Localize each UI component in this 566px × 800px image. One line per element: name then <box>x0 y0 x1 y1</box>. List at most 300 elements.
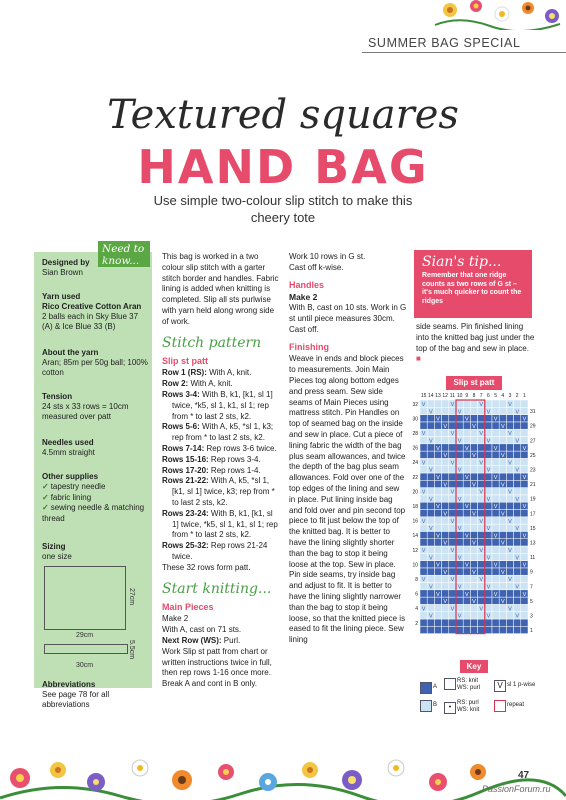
key-rs-purl: RS: purl <box>457 700 479 706</box>
chart-col-label: 3 <box>508 393 512 399</box>
chart-cell <box>442 444 449 451</box>
chart-slip-mark: V <box>493 591 498 598</box>
chart-col-label: 1 <box>523 393 526 399</box>
chart-cell <box>456 604 463 611</box>
chart-cell <box>420 415 427 422</box>
chart-slip-mark: V <box>457 467 462 474</box>
chart-slip-mark: V <box>450 606 455 613</box>
chart-slip-mark: V <box>522 533 527 540</box>
chart-cell <box>442 473 449 480</box>
chart-cell <box>427 415 434 422</box>
chart-col-label: 7 <box>479 393 483 399</box>
chart-cell <box>434 517 441 524</box>
chart-cell <box>478 590 485 597</box>
chart-cell <box>485 539 492 546</box>
chart-slip-mark: V <box>479 431 484 438</box>
cast-on-text: With A, cast on 71 sts. <box>162 625 242 635</box>
chart-cell <box>521 597 528 604</box>
chart-cell <box>485 619 492 626</box>
chart-cell <box>499 553 506 560</box>
chart-cell <box>521 583 528 590</box>
chart-cell <box>506 407 513 414</box>
chart-cell <box>521 488 528 495</box>
chart-cell <box>434 568 441 575</box>
chart-cell <box>449 626 456 633</box>
chart-slip-mark: V <box>486 584 491 591</box>
chart-slip-mark: V <box>522 475 527 481</box>
chart-cell <box>521 604 528 611</box>
chart-slip-mark: V <box>479 402 484 408</box>
chart-row-label: 6 <box>415 591 418 598</box>
chart-cell <box>463 568 470 575</box>
chart-cell <box>434 583 441 590</box>
chart-slip-mark: V <box>450 402 455 408</box>
chart-cell <box>478 444 485 451</box>
chart-cell <box>499 619 506 626</box>
chart-cell <box>478 407 485 414</box>
chart-cell <box>434 546 441 553</box>
chart-cell <box>470 553 477 560</box>
chart-key <box>420 678 544 722</box>
watermark: PassionForum.ru <box>482 784 551 794</box>
chart-cell <box>420 502 427 509</box>
chart-cell <box>521 429 528 436</box>
chart-cell <box>506 466 513 473</box>
chart-cell <box>492 429 499 436</box>
chart-cell <box>463 553 470 560</box>
chart-cell <box>420 524 427 531</box>
chart-cell <box>470 546 477 553</box>
chart-row-label: 19 <box>530 496 536 503</box>
chart-cell <box>470 466 477 473</box>
about-yarn-block <box>42 348 148 378</box>
chart-cell <box>427 575 434 582</box>
chart-cell <box>434 495 441 502</box>
chart-cell <box>442 429 449 436</box>
finishing-continued <box>416 322 536 365</box>
chart-cell <box>420 568 427 575</box>
chart-slip-mark: V <box>472 423 476 430</box>
chart-slip-mark: V <box>508 606 512 613</box>
chart-col-label: 9 <box>465 393 469 399</box>
yarn-brand: Rico Creative Cotton Aran <box>42 302 142 311</box>
about-yarn-value: Aran; 85m per 50g ball; 100% cotton <box>42 358 148 377</box>
chart-row-label: 27 <box>530 438 536 445</box>
key-a-label: A <box>433 684 438 690</box>
chart-cell <box>514 422 521 429</box>
chart-slip-mark: V <box>486 555 491 562</box>
chart-slip-mark: V <box>493 445 498 452</box>
chart-cell <box>434 626 441 633</box>
needles-heading: Needles used <box>42 438 94 447</box>
chart-cell <box>442 488 449 495</box>
chart-cell <box>521 400 528 407</box>
chart-cell <box>470 619 477 626</box>
chart-cell <box>434 575 441 582</box>
chart-cell <box>506 524 513 531</box>
chart-slip-mark: V <box>486 496 491 503</box>
chart-cell <box>427 429 434 436</box>
tip-title: Sian's tip... <box>422 254 502 270</box>
chart-cell <box>492 626 499 633</box>
chart-row-label: 17 <box>530 511 536 518</box>
chart-cell <box>485 400 492 407</box>
chart-slip-mark: V <box>421 518 426 525</box>
chart-cell <box>449 531 456 538</box>
chart-cell <box>514 568 521 575</box>
key-sl-label: sl 1 p-wise <box>507 682 536 688</box>
chart-cell <box>463 583 470 590</box>
chart-cell <box>478 480 485 487</box>
chart-slip-mark: V <box>486 467 491 474</box>
chart-cell <box>434 553 441 560</box>
chart-slip-mark: V <box>486 409 491 416</box>
chart-cell <box>485 590 492 597</box>
list-item: ✓ fabric lining <box>42 492 92 502</box>
chart-row-label: 18 <box>412 504 418 510</box>
chart-cell <box>456 458 463 465</box>
key-repeat-label: repeat <box>507 702 525 708</box>
chart-slip-mark: V <box>443 599 448 606</box>
chart-cell <box>442 437 449 444</box>
chart-slip-mark: V <box>443 540 448 547</box>
key-knit-cell <box>444 678 456 690</box>
chart-slip-mark: V <box>486 526 491 533</box>
chart-slip-mark: V <box>421 460 426 467</box>
chart-cell <box>485 531 492 538</box>
chart-cell <box>442 626 449 633</box>
chart-cell <box>478 415 485 422</box>
chart-slip-mark: V <box>436 533 440 540</box>
chart-row-label: 3 <box>530 613 533 620</box>
chart-slip-mark: V <box>443 569 448 576</box>
chart-cell <box>463 480 470 487</box>
chart-cell <box>514 458 521 465</box>
chart-cell <box>427 400 434 407</box>
chart-cell <box>456 502 463 509</box>
chart-slip-mark: V <box>428 555 433 562</box>
title-script: Textured squares <box>107 92 459 138</box>
chart-slip-mark: V <box>479 577 484 584</box>
bag-height-label: 27cm <box>128 588 135 606</box>
chart-cell <box>521 422 528 429</box>
chart-row-label: 1 <box>530 628 533 635</box>
chart-cell <box>456 400 463 407</box>
about-yarn-heading: About the yarn <box>42 348 99 357</box>
chart-cell <box>521 510 528 517</box>
chart-slip-mark: V <box>443 482 448 489</box>
end-mark: ■ <box>416 354 421 364</box>
chart-cell <box>449 539 456 546</box>
chart-cell <box>463 597 470 604</box>
chart-cell <box>485 451 492 458</box>
check-icon: ✓ <box>42 503 49 512</box>
work-text: Work Slip st patt from chart or written instructions twice in full, then rep rows 1-16 once more. Break A and cont in B only. <box>162 646 272 689</box>
chart-slip-mark: V <box>500 599 505 606</box>
chart-cell <box>492 539 499 546</box>
chart-cell <box>420 539 427 546</box>
chart-slip-mark: V <box>522 591 527 598</box>
chart-cell <box>499 502 506 509</box>
chart-cell <box>449 568 456 575</box>
chart-cell <box>492 553 499 560</box>
chart-col-label: 6 <box>487 393 490 399</box>
chart-slip-mark: V <box>472 569 476 576</box>
chart-cell <box>521 553 528 560</box>
tip-box <box>414 250 532 318</box>
chart-cell <box>463 517 470 524</box>
chart-cell <box>456 561 463 568</box>
chart-cell <box>506 444 513 451</box>
check-icon: ✓ <box>42 482 49 491</box>
chart-cell <box>449 444 456 451</box>
column-instructions-2 <box>289 252 407 646</box>
chart-cell <box>485 444 492 451</box>
chart-cell <box>442 407 449 414</box>
chart-cell <box>456 444 463 451</box>
chart-cell <box>478 524 485 531</box>
chart-cell <box>463 575 470 582</box>
chart-cell <box>506 619 513 626</box>
chart-cell <box>514 561 521 568</box>
chart-cell <box>427 546 434 553</box>
chart-cell <box>463 451 470 458</box>
chart-cell <box>485 458 492 465</box>
chart-row-label: 15 <box>530 525 536 532</box>
chart-row-label: 16 <box>412 518 418 525</box>
chart-slip-mark: V <box>486 613 491 620</box>
chart-cell <box>478 583 485 590</box>
yarn-used-heading: Yarn used <box>42 292 81 301</box>
chart-cell <box>499 429 506 436</box>
chart-col-label: 2 <box>515 393 519 399</box>
key-b-label: B <box>433 702 438 708</box>
chart-cell <box>434 612 441 619</box>
chart-slip-mark: V <box>508 460 512 467</box>
chart-cell <box>427 510 434 517</box>
chart-slip-mark: V <box>443 423 448 430</box>
chart-cell <box>499 590 506 597</box>
chart-cell <box>492 524 499 531</box>
chart-title-badge: Slip st patt <box>446 376 502 390</box>
chart-cell <box>485 626 492 633</box>
chart-cell <box>492 517 499 524</box>
chart-cell <box>521 495 528 502</box>
chart-slip-mark: V <box>464 562 469 569</box>
chart-cell <box>521 480 528 487</box>
chart-slip-mark: V <box>472 540 476 547</box>
chart-cell <box>499 466 506 473</box>
chart-cell <box>485 604 492 611</box>
chart-cell <box>492 400 499 407</box>
chart-cell <box>514 539 521 546</box>
chart-cell <box>506 531 513 538</box>
needles-block <box>42 438 148 458</box>
chart-cell <box>442 575 449 582</box>
cast-off-2: Cast off. <box>289 324 319 334</box>
chart-cell <box>456 531 463 538</box>
chart-cell <box>478 612 485 619</box>
chart-cell <box>485 510 492 517</box>
chart-cell <box>514 488 521 495</box>
pattern-row: Rows 5-6: With A, k5, *sl 1, k3; rep from * to last 2 sts, k2. <box>162 422 274 443</box>
chart-cell <box>470 604 477 611</box>
chart-cell <box>420 422 427 429</box>
pattern-row: Rows 7-14: Rep rows 3-6 twice. <box>162 443 277 453</box>
chart-cell <box>449 612 456 619</box>
chart-slip-mark: V <box>493 533 498 540</box>
section-label: SUMMER BAG SPECIAL <box>368 36 521 50</box>
chart-cell <box>442 495 449 502</box>
rows-total-text: These 32 rows form patt. <box>162 562 251 572</box>
chart-cell <box>492 488 499 495</box>
pattern-row: Rows 21-22: With A, k5, *sl 1, [k1, sl 1] twice, k3; rep from * to last 2 sts, k2. <box>162 476 275 507</box>
chart-cell <box>506 510 513 517</box>
chart-cell <box>442 612 449 619</box>
chart-cell <box>499 546 506 553</box>
chart-cell <box>434 407 441 414</box>
chart-cell <box>492 451 499 458</box>
key-rs-knit: RS: knit <box>457 678 479 684</box>
chart-cell <box>470 561 477 568</box>
column-instructions-1 <box>162 252 280 690</box>
chart-cell <box>499 575 506 582</box>
chart-cell <box>420 597 427 604</box>
chart-slip-mark: V <box>450 489 455 496</box>
chart-slip-mark: V <box>508 518 512 525</box>
chart-slip-mark: V <box>436 591 440 598</box>
chart-cell <box>456 473 463 480</box>
chart-cell <box>420 444 427 451</box>
chart-slip-mark: V <box>464 445 469 452</box>
tension-block <box>42 392 148 422</box>
chart-cell <box>420 590 427 597</box>
chart-cell <box>478 561 485 568</box>
chart-cell <box>456 480 463 487</box>
chart-slip-mark: V <box>486 438 491 445</box>
chart-cell <box>470 458 477 465</box>
chart-cell <box>420 612 427 619</box>
chart-slip-mark: V <box>508 548 512 554</box>
chart-cell <box>456 590 463 597</box>
handle-width-label: 5.5cm <box>128 640 135 660</box>
page-number: 47 <box>518 770 530 781</box>
handle-length-label: 30cm <box>76 662 94 669</box>
chart-slip-mark: V <box>472 482 476 489</box>
chart-slip-mark: V <box>515 409 520 416</box>
chart-cell <box>506 590 513 597</box>
chart-cell <box>420 495 427 502</box>
chart-cell <box>456 626 463 633</box>
chart-slip-mark: V <box>457 584 462 591</box>
key-slip-cell: V <box>494 680 506 692</box>
chart-cell <box>499 437 506 444</box>
chart-cell <box>514 575 521 582</box>
chart-slip-mark: V <box>522 504 527 511</box>
chart-cell <box>485 429 492 436</box>
chart-cell <box>463 619 470 626</box>
chart-cell <box>499 473 506 480</box>
chart-cell <box>521 437 528 444</box>
chart-cell <box>499 407 506 414</box>
chart-cell <box>499 495 506 502</box>
list-item: ✓ sewing needle & matching thread <box>42 503 145 523</box>
chart-cell <box>449 524 456 531</box>
chart-cell <box>420 437 427 444</box>
main-pieces-heading: Main Pieces <box>162 601 214 612</box>
chart-slip-mark: V <box>428 584 433 591</box>
needles-value: 4.5mm straight <box>42 448 95 457</box>
flower-decoration-top <box>430 0 566 30</box>
chart-cell <box>470 524 477 531</box>
chart-slip-mark: V <box>436 475 440 481</box>
chart-slip-mark: V <box>515 526 520 533</box>
chart-cell <box>427 590 434 597</box>
chart-cell <box>420 480 427 487</box>
chart-col-label: 4 <box>501 393 505 399</box>
pattern-row: Rows 3-4: With B, k1, [k1, sl 1] twice, *k5, sl 1, k1, sl 1; rep from * to last 2 sts, k2. <box>162 389 273 421</box>
chart-cell <box>470 429 477 436</box>
chart-cell <box>434 466 441 473</box>
chart-row-label: 22 <box>412 474 418 481</box>
chart-cell <box>449 451 456 458</box>
chart-cell <box>427 451 434 458</box>
chart-cell <box>442 415 449 422</box>
chart-cell <box>499 488 506 495</box>
chart-cell <box>427 597 434 604</box>
chart-slip-mark: V <box>515 496 520 503</box>
chart-cell <box>470 502 477 509</box>
supplies-heading: Other supplies <box>42 472 99 481</box>
abbreviations-block <box>42 680 148 710</box>
chart-slip-mark: V <box>508 577 512 584</box>
chart-cell <box>499 400 506 407</box>
chart-cell <box>449 597 456 604</box>
chart-cell <box>470 437 477 444</box>
chart-row-label: 23 <box>530 467 536 474</box>
chart-cell <box>470 444 477 451</box>
chart-col-label: 13 <box>435 393 441 399</box>
chart-slip-mark: V <box>457 438 462 445</box>
chart-cell <box>470 407 477 414</box>
finishing-heading: Finishing <box>289 341 329 352</box>
chart-slip-mark: V <box>500 511 505 518</box>
chart-slip-mark: V <box>515 584 520 591</box>
chart-cell <box>485 561 492 568</box>
chart-col-label: 10 <box>456 393 463 399</box>
chart-slip-mark: V <box>493 416 498 423</box>
sizing-value: one size <box>42 552 72 561</box>
cast-off-text: Cast off k-wise. <box>289 262 344 272</box>
chart-slip-mark: V <box>464 416 469 423</box>
designed-by-value: Sian Brown <box>42 268 83 277</box>
chart-cell <box>434 488 441 495</box>
chart-cell <box>478 451 485 458</box>
chart-cell <box>420 510 427 517</box>
chart-cell <box>427 502 434 509</box>
chart-cell <box>427 458 434 465</box>
chart-cell <box>427 539 434 546</box>
chart-slip-mark: V <box>493 504 498 511</box>
chart-cell <box>470 495 477 502</box>
chart-cell <box>485 480 492 487</box>
chart-cell <box>478 531 485 538</box>
chart-cell <box>521 575 528 582</box>
chart-cell <box>514 451 521 458</box>
bag-width-label: 29cm <box>76 632 94 639</box>
chart-cell <box>499 458 506 465</box>
chart-cell <box>449 466 456 473</box>
